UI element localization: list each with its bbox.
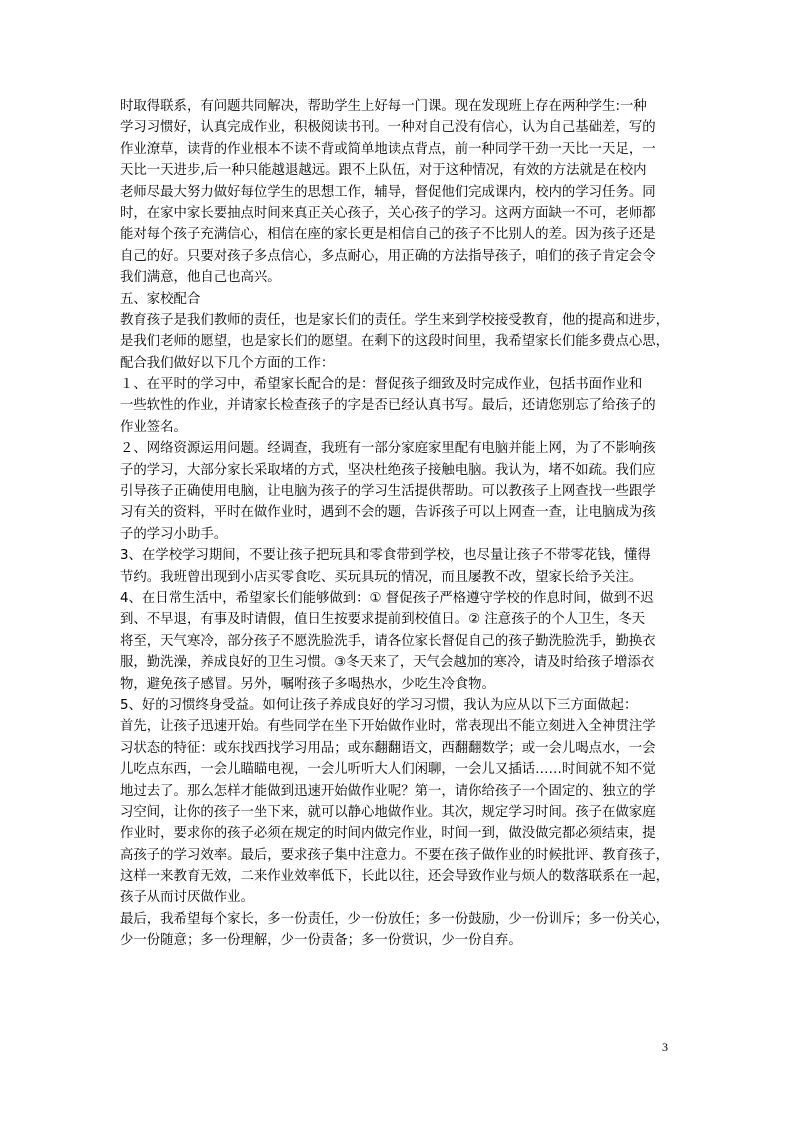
text-line: 作业潦草，读背的作业根本不读不背或简单地读点背点，前一种同学干劲一天比一天足，一 xyxy=(120,141,656,157)
text-line: 5、好的习惯终身受益。如何让孩子养成良好的学习习惯，我认为应从以下三方面做起： xyxy=(120,697,638,713)
text-line: 天比一天进步,后一种只能越退越远。跟不上队伍，对于这种情况，有效的方法就是在校内 xyxy=(120,163,647,179)
text-line: 时取得联系，有问题共同解决，帮助学生上好每一门课。现在发现班上存在两种学生:一种 xyxy=(120,99,647,114)
text-line: 五、家校配合 xyxy=(120,291,201,307)
text-line: 配合我们做好以下几个方面的工作： xyxy=(120,355,335,371)
text-line: 4、在日常生活中，希望家长们能够做到：① 督促孩子严格遵守学校的作息时间，做到不迟 xyxy=(120,590,654,606)
text-line: 一些软性的作业，并请家长检查孩子的字是否已经认真书写。最后，还请您别忘了给孩子的 xyxy=(120,398,656,414)
text-line: 地过去了。那么怎样才能做到迅速开始做作业呢？第一，请你给孩子一个固定的、独立的学 xyxy=(120,783,656,799)
text-line: 引导孩子正确使用电脑，让电脑为孩子的学习生活提供帮助。可以教孩子上网查找一些跟学 xyxy=(120,484,656,500)
text-line: 少一份随意；多一份理解，少一份责备；多一份赏识，少一份自弃。 xyxy=(120,933,522,949)
text-line: 教育孩子是我们教师的责任，也是家长们的责任。学生来到学校接受教育，他的提高和进步， xyxy=(120,312,670,328)
text-line: 孩子从而讨厌做作业。 xyxy=(120,890,254,906)
text-line: 儿吃点东西，一会儿瞄瞄电视，一会儿听听大人们闲聊，一会儿又插话……时间就不知不觉 xyxy=(120,762,656,778)
text-line: 能对每个孩子充满信心，相信在座的家长更是相信自己的孩子不比别人的差。因为孩子还是 xyxy=(120,227,656,243)
text-line: 时，在家中家长要抽点时间来真正关心孩子，关心孩子的学习。这两方面缺一不可，老师都 xyxy=(120,205,656,221)
text-line: 首先，让孩子迅速开始。有些同学在坐下开始做作业时，常表现出不能立刻进入全神贯注学 xyxy=(120,719,656,735)
text-line: 节约。我班曾出现到小店买零食吃、买玩具玩的情况，而且屡教不改，望家长给予关注。 xyxy=(120,569,643,585)
text-line: 习有关的资料，平时在做作业时，遇到不会的题，告诉孩子可以上网查一查，让电脑成为孩 xyxy=(120,505,656,521)
text-line: 老师尽最大努力做好每位学生的思想工作，辅导，督促他们完成课内，校内的学习任务。同 xyxy=(120,184,656,200)
text-line: 这样一来教育无效，二来作业效率低下，长此以往，还会导致作业与烦人的数落联系在一起， xyxy=(120,869,670,885)
text-line: 最后，我希望每个家长，多一份责任，少一份放任；多一份鼓励，少一份训斥；多一份关心， xyxy=(120,911,670,927)
document-body xyxy=(120,96,676,952)
text-line: 服，勤洗澡，养成良好的卫生习惯。③冬天来了，天气会越加的寒冷，请及时给孩子增添衣 xyxy=(120,655,655,671)
text-line: 作业时，要求你的孩子必须在规定的时间内做完作业，时间一到，做没做完都必须结束，提 xyxy=(120,826,656,842)
text-line: １、在平时的学习中，希望家长配合的是：督促孩子细致及时完成作业，包括书面作业和 xyxy=(120,377,643,393)
text-line: 物，避免孩子感冒。另外，嘱咐孩子多喝热水，少吃生冷食物。 xyxy=(120,676,495,692)
text-line: 作业签名。 xyxy=(120,419,187,435)
text-line: 子的学习小助手。 xyxy=(120,526,228,542)
text-line: 我们满意，他自己也高兴。 xyxy=(120,270,281,286)
text-line: 自己的好。只要对孩子多点信心，多点耐心，用正确的方法指导孩子，咱们的孩子肯定会令 xyxy=(120,248,656,264)
text-line: 子的学习，大部分家长采取堵的方式，坚决杜绝孩子接触电脑。我认为，堵不如疏。我们应 xyxy=(120,462,656,478)
text-line: 高孩子的学习效率。最后，要求孩子集中注意力。不要在孩子做作业的时候批评、教育孩子， xyxy=(120,847,670,863)
text-line: 3、在学校学习期间，不要让孩子把玩具和零食带到学校，也尽量让孩子不带零花钱，懂得 xyxy=(120,548,651,564)
text-line: 习状态的特征：或东找西找学习用品；或东翻翻语文，西翻翻数学；或一会儿喝点水，一会 xyxy=(120,740,656,756)
text-line: 是我们老师的愿望，也是家长们的愿望。在剩下的这段时间里，我希望家长们能多费点心思， xyxy=(120,334,670,350)
text-line: 学习习惯好，认真完成作业，积极阅读书刊。一种对自己没有信心，认为自己基础差，写的 xyxy=(120,120,656,136)
text-line: ２、网络资源运用问题。经调查，我班有一部分家庭家里配有电脑并能上网，为了不影响孩 xyxy=(120,441,656,457)
text-line: 到、不早退，有事及时请假，值日生按要求提前到校值日。② 注意孩子的个人卫生，冬天 xyxy=(120,612,646,628)
text-line: 将至，天气寒冷，部分孩子不愿洗脸洗手，请各位家长督促自己的孩子勤洗脸洗手，勤换衣 xyxy=(120,633,656,649)
page-number: 3 xyxy=(662,1040,668,1054)
text-line: 习空间，让你的孩子一坐下来，就可以静心地做作业。其次，规定学习时间。孩子在做家庭 xyxy=(120,804,656,820)
